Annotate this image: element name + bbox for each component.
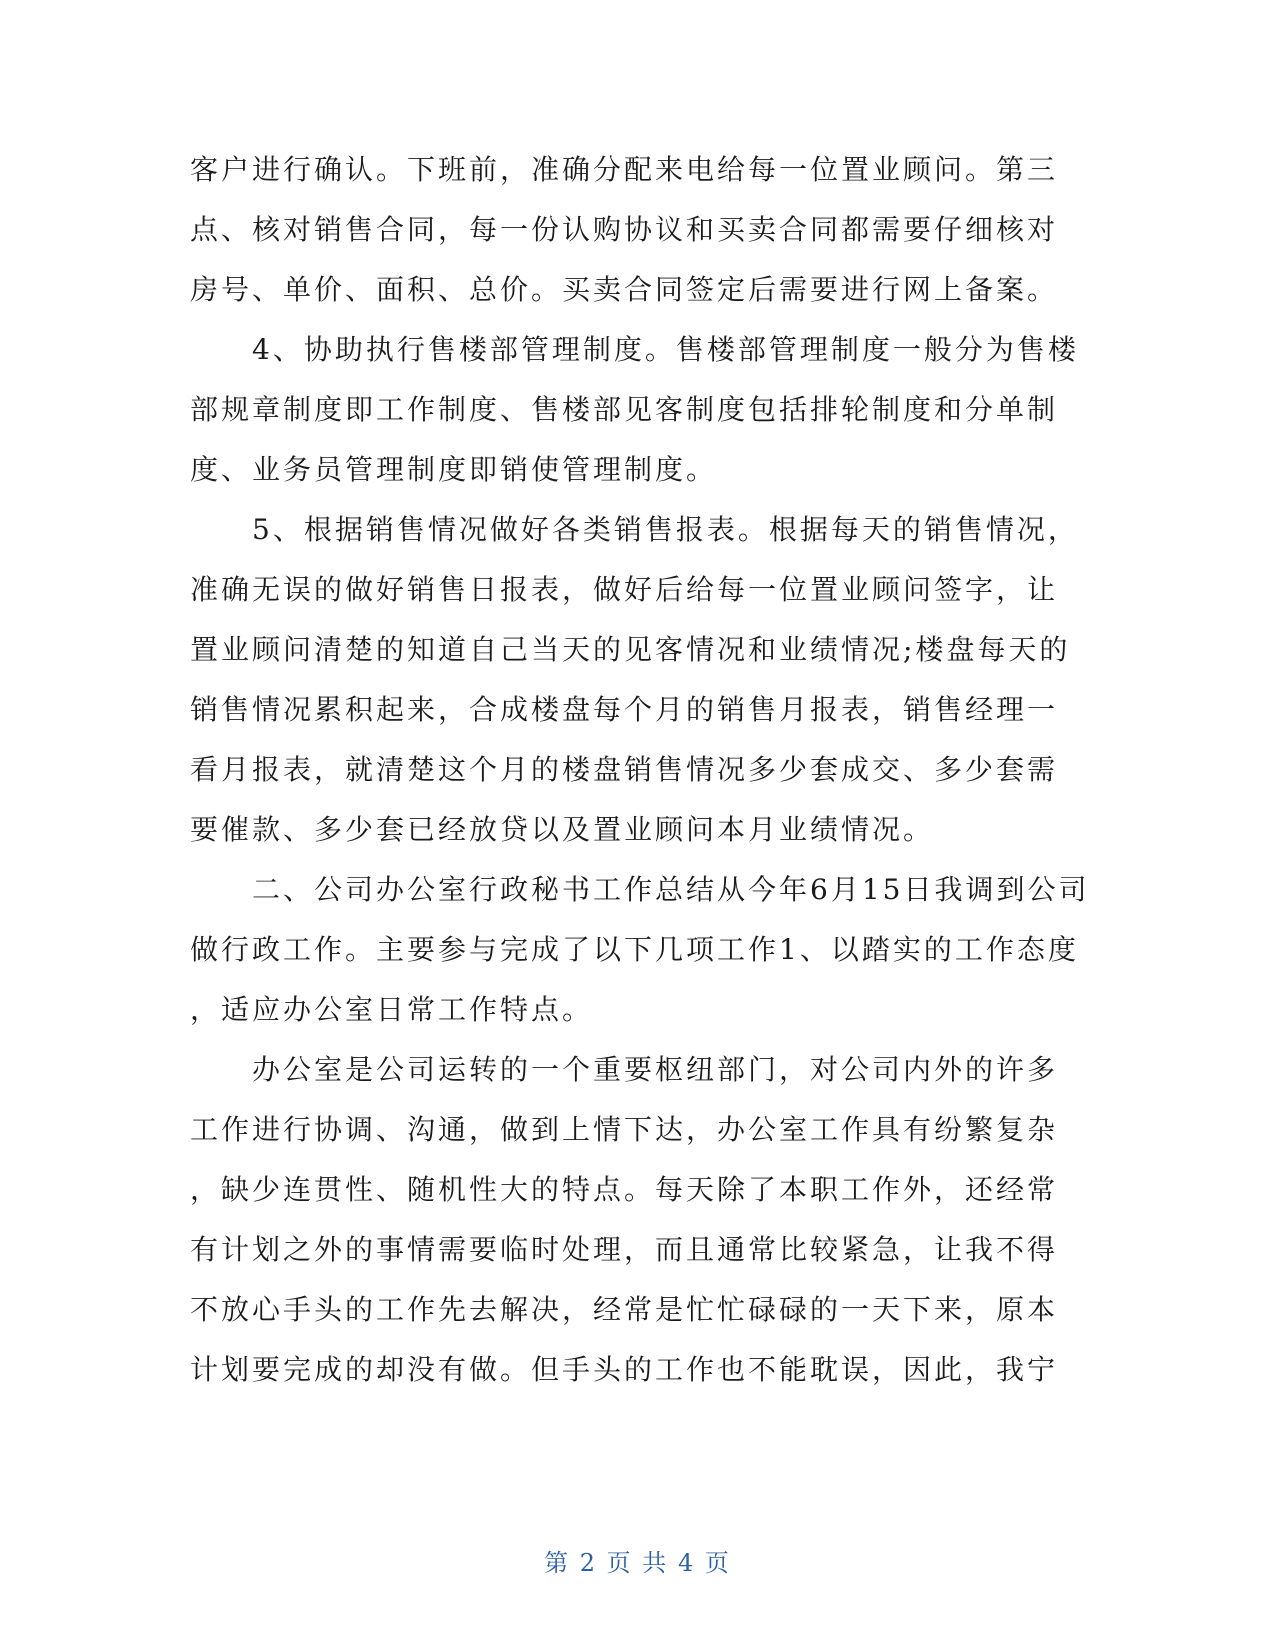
- text-line: 4、协助执行售楼部管理制度。售楼部管理制度一般分为售楼: [190, 333, 1079, 366]
- text-line: 客户进行确认。下班前，准确分配来电给每一位置业顾问。第三: [190, 153, 1059, 186]
- text-line: 要催款、多少套已经放贷以及置业顾问本月业绩情况。: [190, 813, 935, 846]
- page-number-footer: 第 2 页 共 4 页: [544, 1549, 731, 1577]
- text-line: 部规章制度即工作制度、售楼部见客制度包括排轮制度和分单制: [190, 393, 1059, 426]
- text-line: 不放心手头的工作先去解决，经常是忙忙碌碌的一天下来，原本: [190, 1293, 1059, 1326]
- text-line: 置业顾问清楚的知道自己当天的见客情况和业绩情况;楼盘每天的: [190, 633, 1071, 666]
- text-line: 计划要完成的却没有做。但手头的工作也不能耽误，因此，我宁: [190, 1353, 1059, 1386]
- text-line: 看月报表，就清楚这个月的楼盘销售情况多少套成交、多少套需: [190, 753, 1059, 786]
- text-line: 二、公司办公室行政秘书工作总结从今年6月15日我调到公司: [190, 873, 1090, 906]
- text-line: 工作进行协调、沟通，做到上情下达，办公室工作具有纷繁复杂: [190, 1113, 1059, 1146]
- text-line: 度、业务员管理制度即销使管理制度。: [190, 453, 718, 486]
- text-line: 房号、单价、面积、总价。买卖合同签定后需要进行网上备案。: [190, 273, 1059, 306]
- text-line: ，缺少连贯性、随机性大的特点。每天除了本职工作外，还经常: [190, 1173, 1059, 1206]
- text-line: 做行政工作。主要参与完成了以下几项工作1、以踏实的工作态度: [190, 933, 1079, 966]
- text-line: 点、核对销售合同，每一份认购协议和买卖合同都需要仔细核对: [190, 213, 1059, 246]
- text-line: 有计划之外的事情需要临时处理，而且通常比较紧急，让我不得: [190, 1233, 1059, 1266]
- text-line: 准确无误的做好销售日报表，做好后给每一位置业顾问签字，让: [190, 573, 1059, 606]
- text-line: 办公室是公司运转的一个重要枢纽部门，对公司内外的许多: [190, 1053, 1059, 1086]
- text-line: 5、根据销售情况做好各类销售报表。根据每天的销售情况，: [190, 513, 1079, 546]
- text-line: 销售情况累积起来，合成楼盘每个月的销售月报表，销售经理一: [190, 693, 1059, 726]
- document-body: [190, 140, 1090, 1400]
- text-line: ，适应办公室日常工作特点。: [190, 993, 594, 1026]
